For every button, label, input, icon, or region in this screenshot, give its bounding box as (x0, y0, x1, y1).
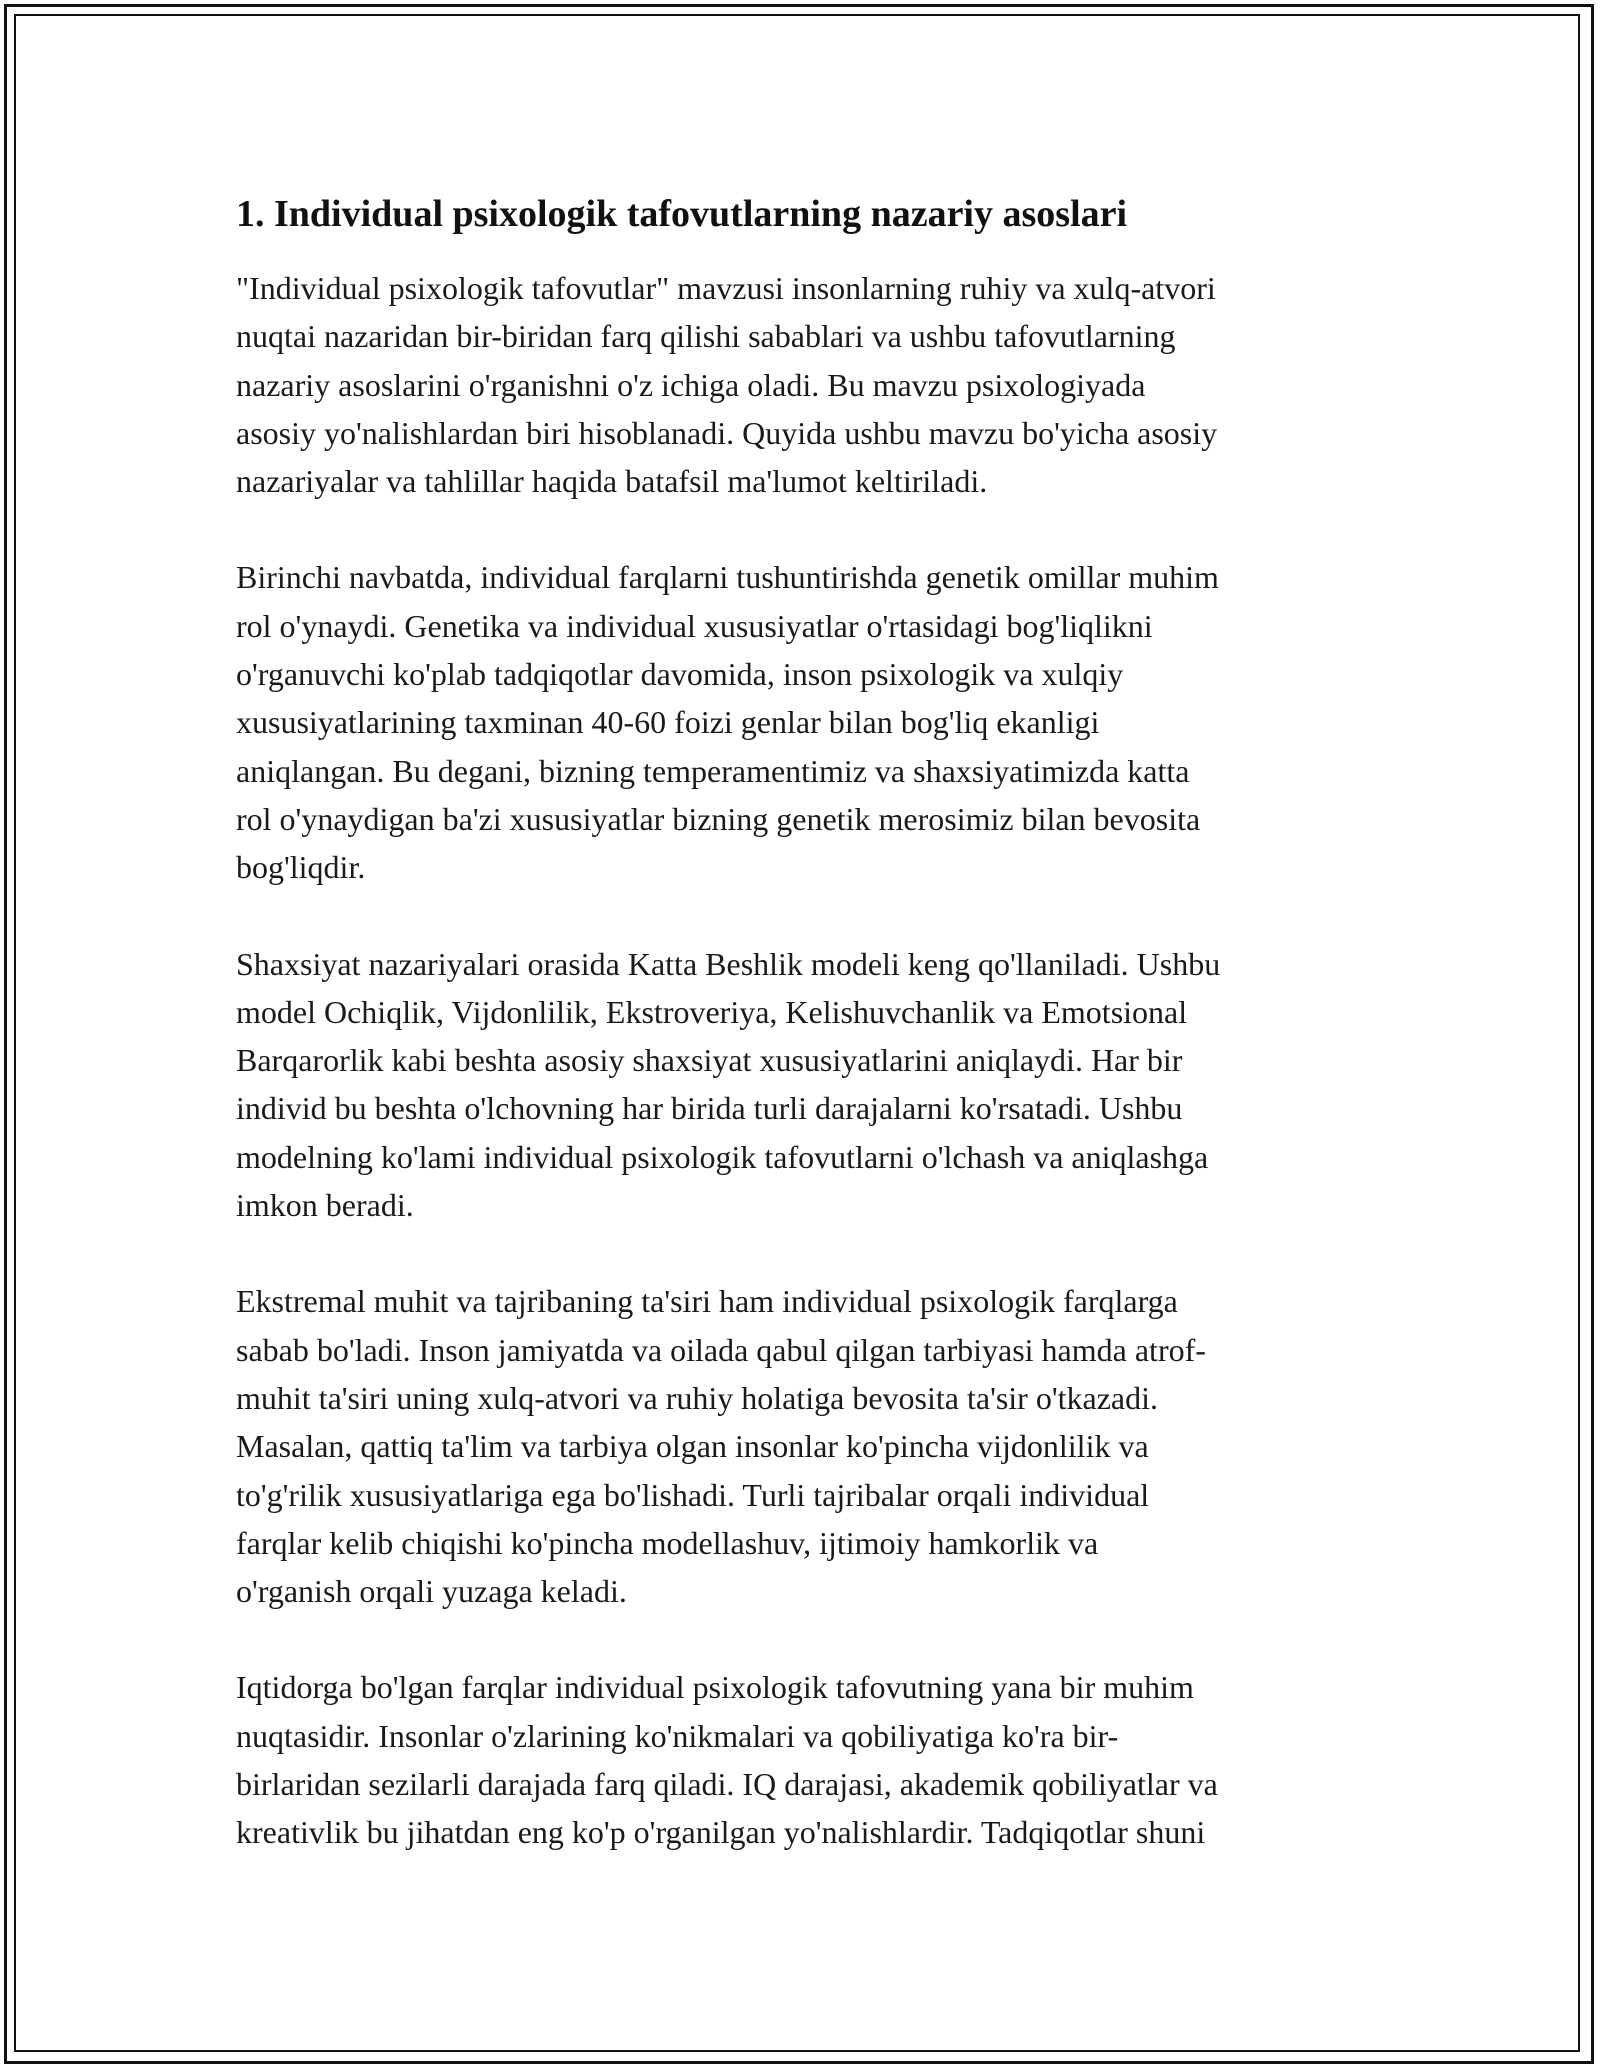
paragraph-line: asosiy yo'nalishlardan biri hisoblanadi. Quyida ushbu mavzu bo'yicha asosiy (236, 414, 1218, 451)
paragraph-line: Masalan, qattiq ta'lim va tarbiya olgan insonlar ko'pincha vijdonlilik va (236, 1428, 1149, 1465)
paragraph-line: to'g'rilik xususiyatlariga ega bo'lishadi. Turli tajribalar orqali individual (236, 1476, 1150, 1513)
paragraph-line: rol o'ynaydigan ba'zi xususiyatlar bizning genetik merosimiz bilan bevosita (236, 800, 1201, 837)
paragraph-line: imkon beradi. (236, 1187, 414, 1224)
paragraph-line: aniqlangan. Bu degani, bizning temperamentimiz va shaxsiyatimizda katta (236, 752, 1190, 789)
paragraph-line: birlaridan sezilarli darajada farq qiladi. IQ darajasi, akademik qobiliyatlar va (236, 1766, 1218, 1803)
paragraph-line: rol o'ynaydi. Genetika va individual xususiyatlar o'rtasidagi bog'liqlikni (236, 607, 1153, 644)
paragraph-line: sabab bo'ladi. Inson jamiyatda va oilada qabul qilgan tarbiyasi hamda atrof- (236, 1331, 1206, 1368)
paragraph-line: muhit ta'siri uning xulq-atvori va ruhiy holatiga bevosita ta'sir o'tkazadi. (236, 1379, 1158, 1416)
paragraph-line: o'rganuvchi ko'plab tadqiqotlar davomida, inson psixologik va xulqiy (236, 656, 1124, 693)
section-heading: 1. Individual psixologik tafovutlarning nazariy asoslari (236, 193, 1128, 235)
paragraph-line: Birinchi navbatda, individual farqlarni tushuntirishda genetik omillar muhim (236, 559, 1219, 596)
paragraph-intro (236, 264, 1376, 505)
paragraph-line: Ekstremal muhit va tajribaning ta'siri ham individual psixologik farqlarga (236, 1283, 1178, 1320)
paragraph-line: farqlar kelib chiqishi ko'pincha modellashuv, ijtimoiy hamkorlik va (236, 1524, 1099, 1561)
paragraph-line: nuqtai nazaridan bir-biridan farq qilishi sabablari va ushbu tafovutlarning (236, 318, 1176, 355)
document-content (236, 186, 1376, 1905)
paragraph-line: kreativlik bu jihatdan eng ko'p o'rganilgan yo'nalishlardir. Tadqiqotlar shuni (236, 1814, 1206, 1851)
paragraph-environment (236, 1277, 1376, 1615)
paragraph-line: bog'liqdir. (236, 849, 366, 886)
paragraph-big-five (236, 940, 1376, 1230)
paragraph-line: individ bu beshta o'lchovning har birida turli darajalarni ko'rsatadi. Ushbu (236, 1090, 1183, 1127)
paragraph-line: nuqtasidir. Insonlar o'zlarining ko'nikmalari va qobiliyatiga ko'ra bir- (236, 1717, 1119, 1754)
paragraph-line: model Ochiqlik, Vijdonlilik, Ekstroveriya, Kelishuvchanlik va Emotsional (236, 993, 1188, 1030)
paragraph-line: Barqarorlik kabi beshta asosiy shaxsiyat xususiyatlarini aniqlaydi. Har bir (236, 1042, 1183, 1079)
paragraph-line: nazariyalar va tahlillar haqida batafsil ma'lumot keltiriladi. (236, 463, 988, 500)
paragraph-line: o'rganish orqali yuzaga keladi. (236, 1573, 627, 1610)
paragraph-abilities (236, 1663, 1376, 1856)
paragraph-genetics (236, 553, 1376, 891)
paragraph-line: nazariy asoslarini o'rganishni o'z ichiga oladi. Bu mavzu psixologiyada (236, 366, 1146, 403)
paragraph-line: modelning ko'lami individual psixologik tafovutlarni o'lchash va aniqlashga (236, 1138, 1209, 1175)
paragraph-line: Iqtidorga bo'lgan farqlar individual psixologik tafovutning yana bir muhim (236, 1669, 1194, 1706)
paragraph-line: "Individual psixologik tafovutlar" mavzusi insonlarning ruhiy va xulq-atvori (236, 270, 1216, 306)
paragraph-line: Shaxsiyat nazariyalari orasida Katta Beshlik modeli keng qo'llaniladi. Ushbu (236, 945, 1221, 982)
paragraph-line: xususiyatlarining taxminan 40-60 foizi genlar bilan bog'liq ekanligi (236, 704, 1100, 741)
